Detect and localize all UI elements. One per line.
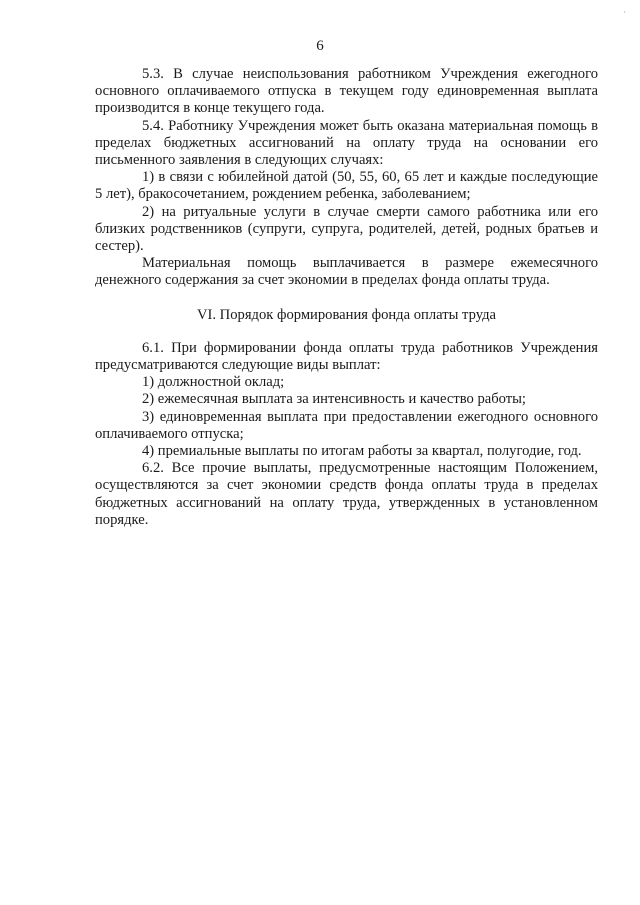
paragraph-material-aid: Материальная помощь выплачивается в размере ежемесячного денежного содержания за счет экономии в пределах фонда оплаты труда. (95, 255, 598, 289)
paragraph-6-1: 6.1. При формировании фонда оплаты труда работников Учреждения предусматриваются следующие виды выплат: (95, 339, 598, 374)
paragraph-6-2: 6.2. Все прочие выплаты, предусмотренные настоящим Положением, осуществляются за счет экономии средств фонда оплаты труда в пределах бюджетных ассигнований на оплату труда, утвержденных в установленном порядке. (95, 460, 598, 528)
list-item-5-4-1: 1) в связи с юбилейной датой (50, 55, 60, 65 лет и каждые последующие 5 лет), бракосочетанием, рождением ребенка, заболеванием; (95, 169, 598, 203)
list-item-6-1-1: 1) должностной оклад; (142, 374, 285, 391)
list-item-6-1-3: 3) единовременная выплата при предоставлении ежегодного основного оплачиваемого отпуска; (95, 408, 598, 442)
list-item-6-1-2: 2) ежемесячная выплата за интенсивность и качество работы; (142, 391, 526, 408)
page-number: 6 (316, 38, 324, 54)
list-item-6-1-4: 4) премиальные выплаты по итогам работы за квартал, полугодие, год. (142, 443, 582, 460)
paragraph-5-3: 5.3. В случае неиспользования работником Учреждения ежегодного основного оплачиваемого отпуска в текущем году единовременная выплата производится в конце текущего года. (95, 66, 598, 117)
list-item-5-4-2: 2) на ритуальные услуги в случае смерти самого работника или его близких родственников (супруги, супруга, родителей, детей, родных братьев и сестер). (95, 203, 598, 255)
section-heading: VI. Порядок формирования фонда оплаты труда (196, 306, 496, 323)
paragraph-5-4: 5.4. Работнику Учреждения может быть оказана материальная помощь в пределах бюджетных ассигнований на оплату труда на основании его письменного заявления в следующих случаях: (95, 117, 598, 169)
corner-mark: · (623, 8, 626, 17)
document-body (95, 66, 598, 529)
